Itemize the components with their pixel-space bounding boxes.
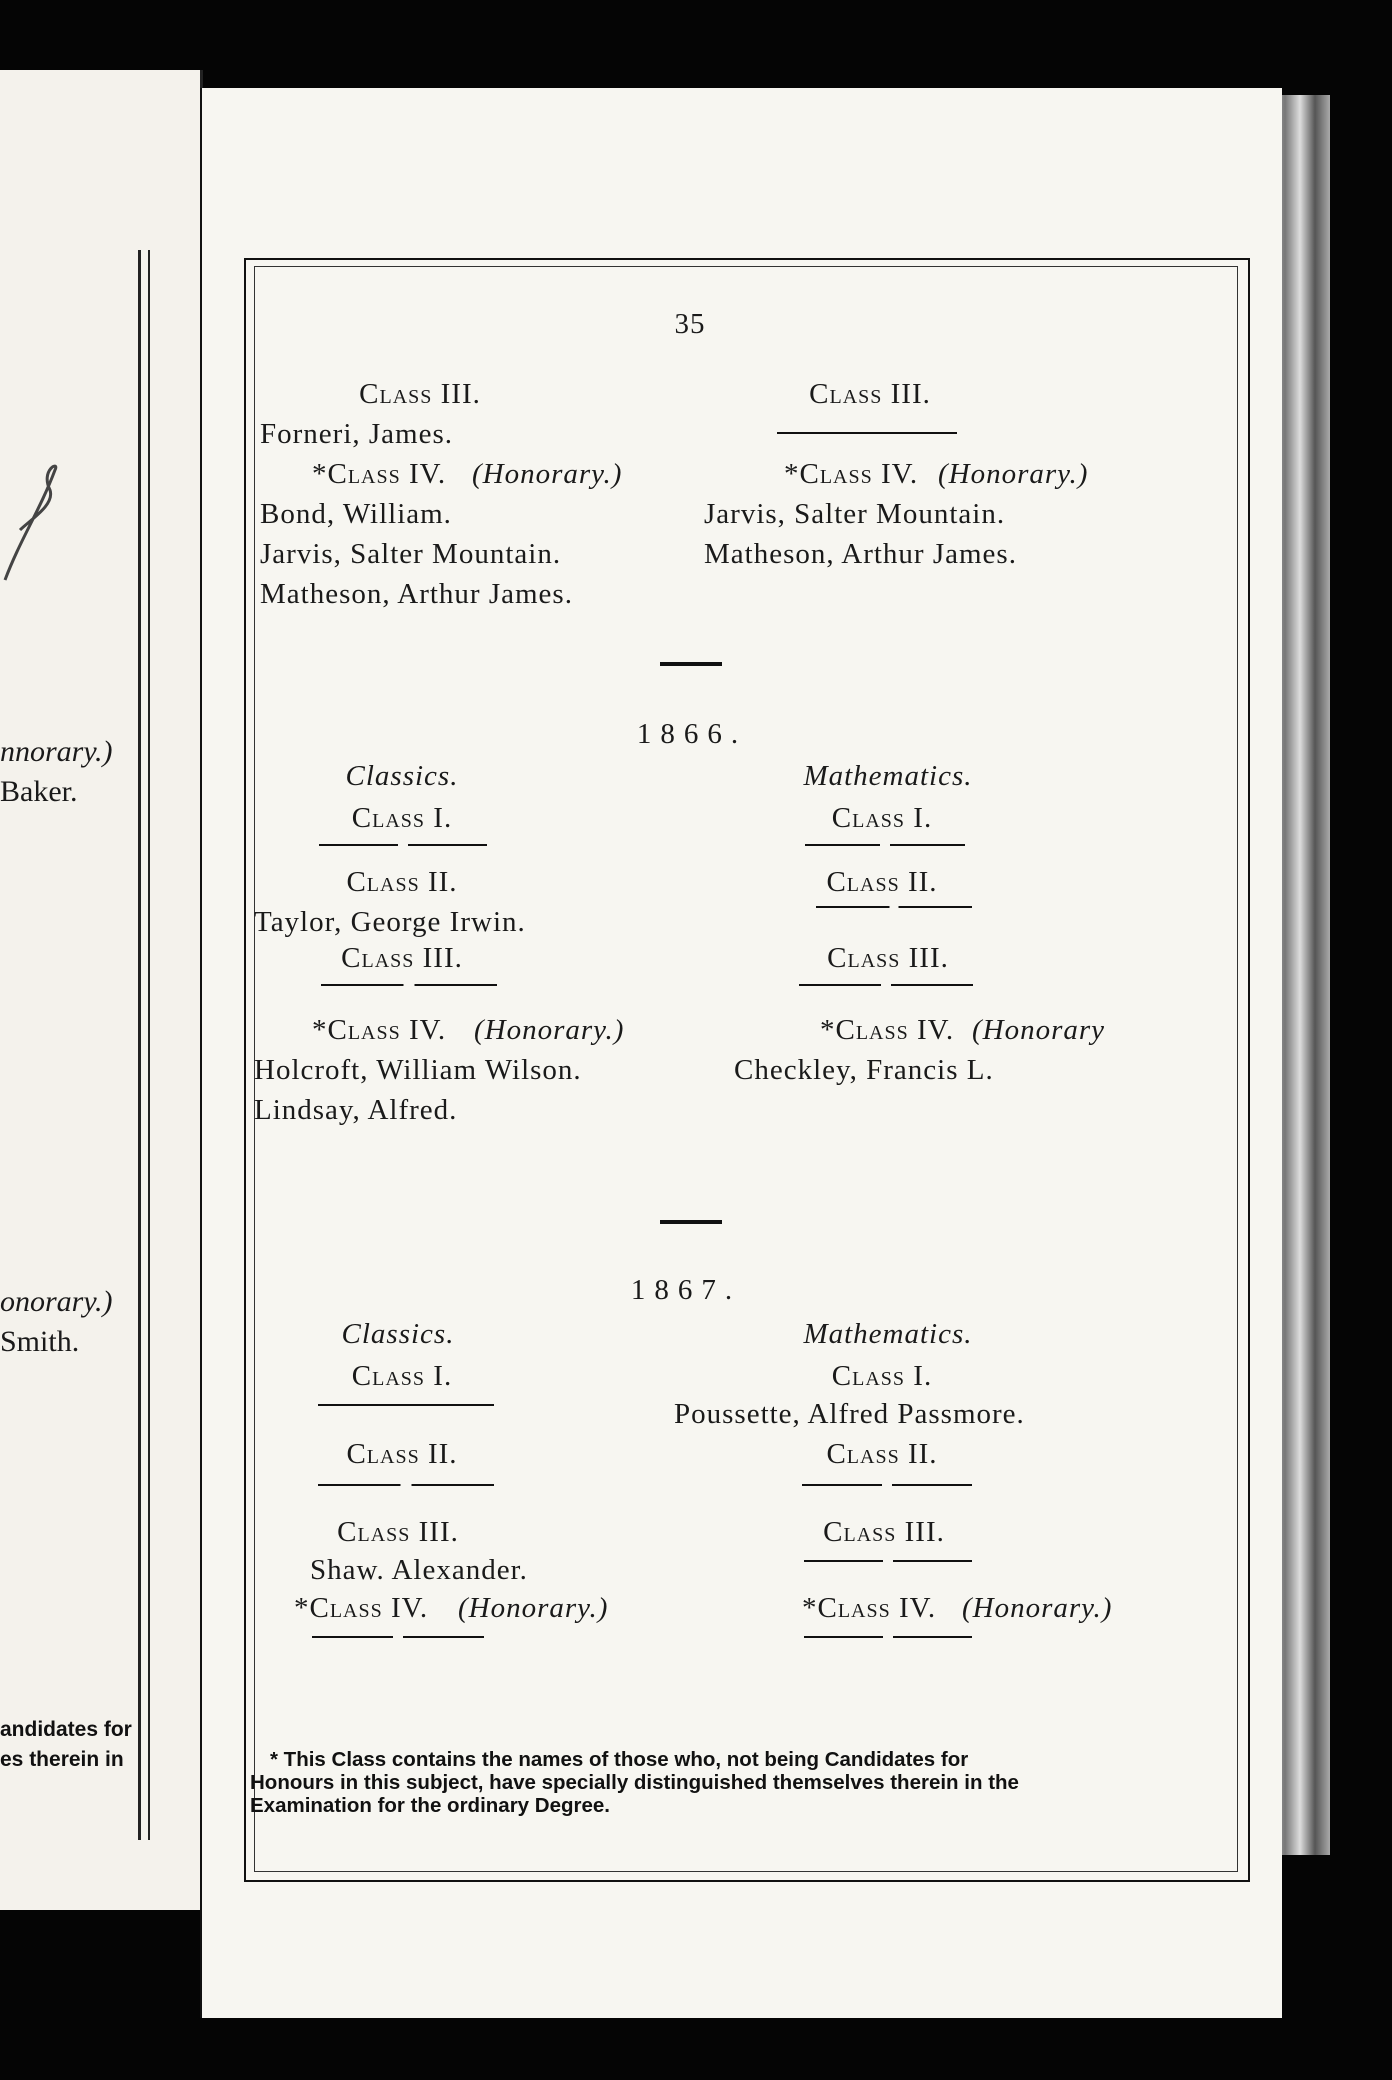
1867-classics-class2-rule [318, 1484, 494, 1486]
1867-classics-class4-rule [312, 1636, 484, 1638]
1867-classics-class4-honorary: (Honorary.) [458, 1592, 609, 1624]
1867-mathematics-class2-rule [802, 1484, 972, 1486]
1867-classics-class3-name: Shaw. Alexander. [310, 1554, 528, 1586]
1866-mathematics-class1: Class I. [831, 802, 933, 834]
1867-mathematics-class3: Class III. [823, 1516, 945, 1548]
1867-mathematics-class2: Class II. [826, 1438, 938, 1470]
1867-mathematics-class3-rule [804, 1560, 972, 1562]
top-left-class4-name-3: Matheson, Arthur James. [260, 578, 573, 610]
1867-mathematics-class4-honorary: (Honorary.) [962, 1592, 1113, 1624]
left-fragment-smith: Smith. [0, 1325, 80, 1358]
1867-mathematics-class4-label: *Class IV. [802, 1592, 937, 1624]
top-left-class3-label: Class III. [359, 378, 481, 410]
1866-classics-class1-rule [319, 844, 487, 846]
1867-mathematics-heading: Mathematics. [803, 1318, 973, 1350]
left-fragment-foot-2: es therein in [0, 1748, 124, 1771]
left-fragment-honorary-2: onorary.) [0, 1285, 113, 1318]
pencil-mark-icon [0, 450, 70, 590]
top-left-class3-name: Forneri, James. [260, 418, 453, 450]
year-1867: 1867. [630, 1274, 742, 1306]
left-facing-page [0, 70, 203, 1910]
left-fragment-foot-1: andidates for [0, 1718, 132, 1741]
1867-classics-heading: Classics. [341, 1318, 455, 1350]
1866-mathematics-class3: Class III. [827, 942, 949, 974]
1866-classics-class4-name-1: Holcroft, William Wilson. [254, 1054, 582, 1086]
top-left-class4-honorary: (Honorary.) [472, 458, 623, 490]
left-fragment-baker: Baker. [0, 775, 78, 808]
1866-classics-class1: Class I. [351, 802, 453, 834]
1866-mathematics-class3-rule [799, 984, 973, 986]
1866-classics-class3-rule [321, 984, 497, 986]
1866-mathematics-class4-label: *Class IV. [820, 1014, 955, 1046]
page-number: 35 [674, 308, 706, 340]
1866-mathematics-class2: Class II. [826, 866, 938, 898]
footnote-line-2: Honours in this subject, have specially distinguished themselves therein in the [250, 1771, 1019, 1794]
top-left-class4-name-2: Jarvis, Salter Mountain. [260, 538, 562, 570]
book-page [200, 88, 1282, 2018]
1866-mathematics-class4-honorary: (Honorary [972, 1014, 1106, 1046]
footnote-line-3: Examination for the ordinary Degree. [250, 1794, 610, 1817]
1866-classics-heading: Classics. [345, 760, 459, 792]
section-separator-2 [660, 1220, 722, 1224]
1867-classics-class3: Class III. [337, 1516, 459, 1548]
footnote-line-1: * This Class contains the names of those who, not being Candidates for [270, 1748, 969, 1771]
1866-classics-class4-honorary: (Honorary.) [474, 1014, 625, 1046]
top-left-class4-name-1: Bond, William. [260, 498, 452, 530]
1867-mathematics-class1: Class I. [831, 1360, 933, 1392]
top-right-divider [777, 432, 957, 434]
top-right-class4-name-2: Matheson, Arthur James. [704, 538, 1017, 570]
1866-mathematics-class4-name: Checkley, Francis L. [734, 1054, 994, 1086]
section-separator-1 [660, 662, 722, 666]
top-right-class3-label: Class III. [809, 378, 931, 410]
1867-classics-class1: Class I. [351, 1360, 453, 1392]
1867-classics-class1-rule [318, 1404, 494, 1406]
1867-classics-class4-label: *Class IV. [294, 1592, 429, 1624]
1866-mathematics-class1-rule [805, 844, 965, 846]
year-1866: 1866. [636, 718, 748, 750]
top-right-class4-honorary: (Honorary.) [938, 458, 1089, 490]
1866-classics-class3: Class III. [341, 942, 463, 974]
1867-classics-class2: Class II. [346, 1438, 458, 1470]
1866-classics-class4-label: *Class IV. [312, 1014, 447, 1046]
1866-classics-class2: Class II. [346, 866, 458, 898]
top-right-class4-name-1: Jarvis, Salter Mountain. [704, 498, 1006, 530]
top-right-class4-label: *Class IV. [784, 458, 919, 490]
1866-mathematics-class2-rule [816, 906, 972, 908]
top-left-class4-label: *Class IV. [312, 458, 447, 490]
1867-mathematics-class4-rule [804, 1636, 972, 1638]
left-fragment-honorary-1: nnorary.) [0, 735, 113, 768]
footnote [250, 1748, 1210, 1817]
1866-mathematics-heading: Mathematics. [803, 760, 973, 792]
1867-mathematics-class1-name: Poussette, Alfred Passmore. [674, 1398, 1025, 1430]
1866-classics-class4-name-2: Lindsay, Alfred. [254, 1094, 458, 1126]
1866-classics-class2-name: Taylor, George Irwin. [254, 906, 526, 938]
